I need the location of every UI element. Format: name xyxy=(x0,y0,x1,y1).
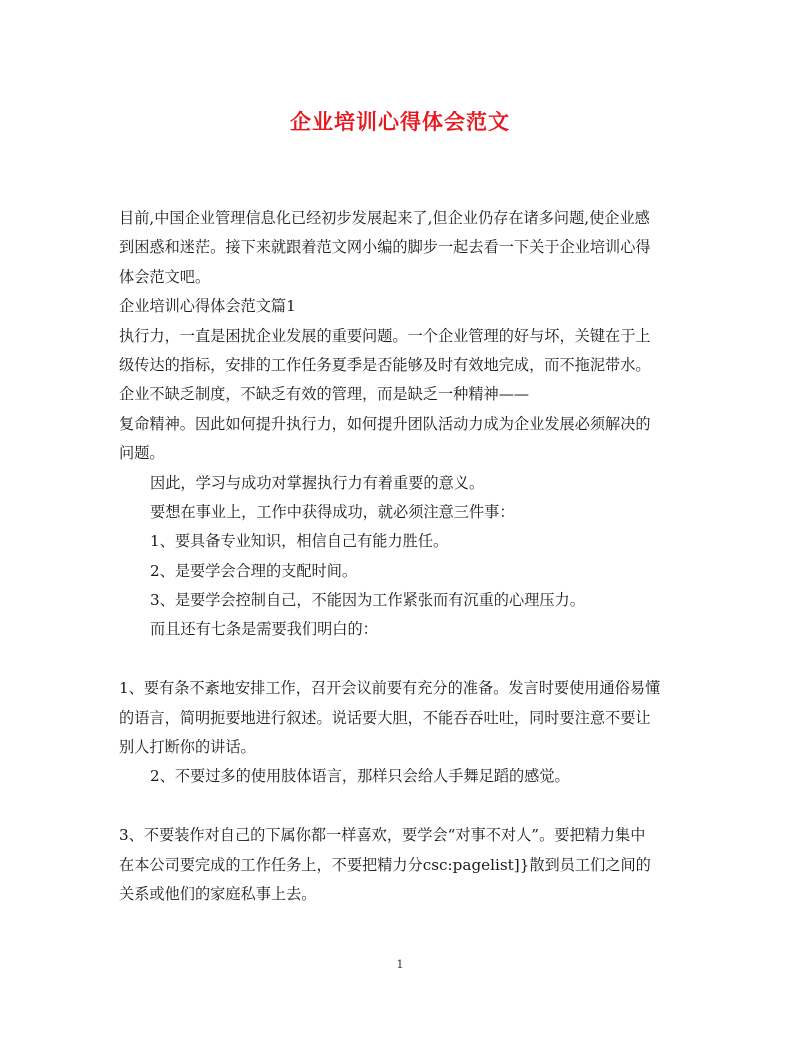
intro-line: 体会范文吧。 xyxy=(119,267,211,286)
list-item: 2、是要学会合理的支配时间。 xyxy=(150,561,358,580)
indented-line: 因此，学习与成功对掌握执行力有着重要的意义。 xyxy=(150,473,485,492)
section-heading: 企业培训心得体会范文篇1 xyxy=(119,297,296,316)
item-line: 关系或他们的家庭私事上去。 xyxy=(119,884,317,903)
item-line: 2、不要过多的使用肢体语言，那样只会给人手舞足蹈的感觉。 xyxy=(150,767,570,786)
paragraph-line: 级传达的指标，安排的工作任务夏季是否能够及时有效地完成，而不拖泥带水。 xyxy=(119,355,651,374)
intro-line: 目前,中国企业管理信息化已经初步发展起来了,但企业仍存在诸多问题,使企业感 xyxy=(119,209,650,227)
blank-line xyxy=(119,792,679,821)
item-line: 1、要有条不紊地安排工作，召开会议前要有充分的准备。发言时要使用通俗易懂 xyxy=(119,679,661,698)
indented-line: 而且还有七条是需要我们明白的： xyxy=(150,620,378,639)
item-line: 的语言，简明扼要地进行叙述。说话要大胆，不能吞吞吐吐，同时要注意不要让 xyxy=(119,708,651,727)
intro-line: 到困惑和迷茫。接下来就跟着范文网小编的脚步一起去看一下关于企业培训心得 xyxy=(119,238,651,257)
item-line: 别人打断你的讲话。 xyxy=(119,738,256,757)
item-line: 3、不要装作对自己的下属你都一样喜欢，要学会“对事不对人”。要把精力集中 xyxy=(119,826,646,845)
list-item: 1、要具备专业知识，相信自己有能力胜任。 xyxy=(150,532,449,551)
list-item: 3、是要学会控制自己，不能因为工作紧张而有沉重的心理压力。 xyxy=(150,591,585,610)
page-number: 1 xyxy=(396,958,404,971)
item-line: 在本公司要完成的工作任务上，不要把精力分csc:pagelist]}散到员工们之间的 xyxy=(119,855,651,874)
paragraph-line: 复命精神。因此如何提升执行力，如何提升团队活动力成为企业发展必须解决的 xyxy=(119,414,651,433)
paragraph-line: 问题。 xyxy=(119,444,165,463)
blank-line xyxy=(119,645,679,674)
document-title: 企业培训心得体会范文 xyxy=(290,110,510,134)
document-body xyxy=(119,204,679,909)
indented-line: 要想在事业上，工作中获得成功，就必须注意三件事： xyxy=(150,502,515,521)
paragraph-line: 执行力，一直是困扰企业发展的重要问题。一个企业管理的好与坏，关键在于上 xyxy=(119,326,651,345)
paragraph-line: 企业不缺乏制度，不缺乏有效的管理，而是缺乏一种精神—— xyxy=(119,385,530,404)
